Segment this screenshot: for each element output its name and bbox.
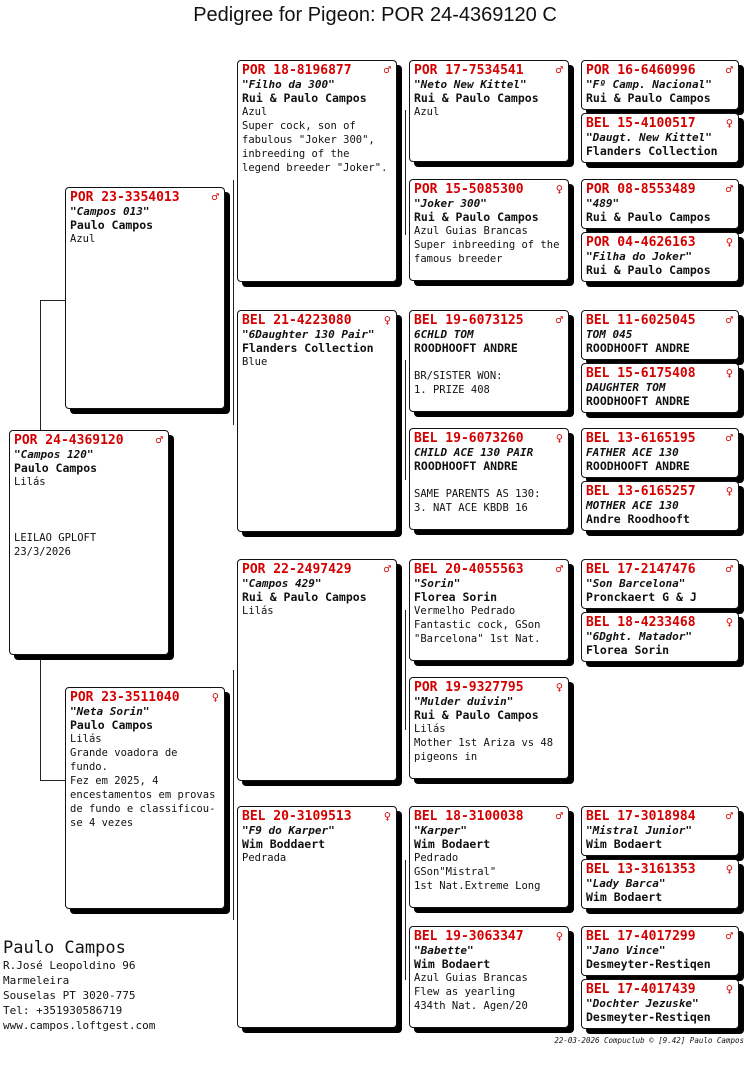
- page-title: Pedigree for Pigeon: POR 24-4369120 C: [193, 4, 557, 26]
- ring-number: POR 17-7534541: [414, 63, 524, 78]
- ring-number: BEL 15-6175408: [586, 366, 696, 381]
- ring-number: POR 16-6460996: [586, 63, 696, 78]
- pigeon-name: "Jano Vince": [586, 944, 666, 957]
- male-symbol-icon: ♂: [725, 313, 733, 327]
- pigeon-owner: Rui & Paulo Campos: [414, 708, 539, 722]
- pigeon-name: "Sorin": [414, 577, 461, 590]
- pigeon-name: CHILD ACE 130 PAIR: [414, 446, 534, 459]
- pigeon-owner: Rui & Paulo Campos: [414, 210, 539, 224]
- pigeon-name: "Filho da 300": [242, 78, 335, 91]
- connector-line: [40, 780, 65, 781]
- female-symbol-icon: ♀: [555, 182, 563, 196]
- pigeon-name: "Campos 120": [14, 448, 94, 461]
- pigeon-info: Lilás: [242, 605, 274, 617]
- pigeon-owner: Desmeyter-Restiqen: [586, 957, 711, 971]
- ring-number: BEL 17-2147476: [586, 562, 696, 577]
- pigeon-card-sss[interactable]: [409, 60, 569, 162]
- pigeon-info: Azul Guias Brancas Super inbreeding of the famous breeder: [414, 225, 560, 265]
- pigeon-owner: Rui & Paulo Campos: [586, 263, 711, 277]
- pigeon-card-g9[interactable]: [581, 559, 739, 609]
- female-symbol-icon: ♀: [725, 366, 733, 380]
- male-symbol-icon: ♂: [383, 63, 391, 77]
- female-symbol-icon: ♀: [725, 116, 733, 130]
- male-symbol-icon: ♂: [725, 182, 733, 196]
- pigeon-info: Azul: [70, 233, 96, 245]
- ring-number: POR 04-4626163: [586, 235, 696, 250]
- ring-number: BEL 18-4233468: [586, 615, 696, 630]
- pigeon-name: "Neto New Kittel": [414, 78, 527, 91]
- male-symbol-icon: ♂: [211, 190, 219, 204]
- connector-line: [233, 180, 234, 425]
- female-symbol-icon: ♀: [211, 690, 219, 704]
- male-symbol-icon: ♂: [725, 809, 733, 823]
- pigeon-owner: Paulo Campos: [70, 218, 154, 232]
- connector-line: [40, 300, 65, 301]
- female-symbol-icon: ♀: [725, 615, 733, 629]
- pigeon-card-g8[interactable]: [581, 481, 739, 531]
- pigeon-card-sd[interactable]: [237, 310, 397, 532]
- pigeon-card-g14[interactable]: [581, 979, 739, 1029]
- ring-number: BEL 15-4100517: [586, 116, 696, 131]
- ring-number: POR 15-5085300: [414, 182, 524, 197]
- owner-address: R.José Leopoldino 96: [3, 959, 136, 972]
- pigeon-name: "Dochter Jezuske": [586, 997, 699, 1010]
- male-symbol-icon: ♂: [155, 433, 163, 447]
- pigeon-owner: Rui & Paulo Campos: [414, 91, 539, 105]
- ring-number: BEL 18-3100038: [414, 809, 524, 824]
- pigeon-name: "Neta Sorin": [70, 705, 150, 718]
- male-symbol-icon: ♂: [555, 63, 563, 77]
- pigeon-name: "Fº Camp. Nacional": [586, 78, 712, 91]
- pigeon-card-g11[interactable]: [581, 806, 739, 856]
- pigeon-name: "Filha do Joker": [586, 250, 692, 263]
- female-symbol-icon: ♀: [555, 680, 563, 694]
- pigeon-owner: Desmeyter-Restiqen: [586, 1010, 711, 1024]
- pigeon-owner: Paulo Campos: [14, 461, 98, 475]
- ring-number: BEL 17-4017439: [586, 982, 696, 997]
- pigeon-owner: ROODHOOFT ANDRE: [586, 341, 690, 355]
- footer-credit: 22-03-2026 Compuclub © [9.42] Paulo Campos: [554, 1036, 744, 1045]
- pigeon-owner: Wim Bodaert: [414, 837, 491, 851]
- ring-number: BEL 21-4223080: [242, 313, 352, 328]
- connector-line: [40, 655, 41, 780]
- pigeon-owner: Flanders Collection: [242, 341, 374, 355]
- male-symbol-icon: ♂: [725, 562, 733, 576]
- pigeon-card-sdd[interactable]: [409, 428, 569, 530]
- pigeon-card-dsd[interactable]: [409, 677, 569, 779]
- ring-number: BEL 19-6073125: [414, 313, 524, 328]
- female-symbol-icon: ♀: [725, 982, 733, 996]
- pigeon-owner: Wim Bodaert: [586, 890, 663, 904]
- owner-phone: Tel: +351930586719: [3, 1004, 123, 1017]
- pigeon-owner: Flanders Collection: [586, 144, 718, 158]
- ring-number: BEL 17-3018984: [586, 809, 696, 824]
- pigeon-card-g12[interactable]: [581, 859, 739, 909]
- pigeon-name: 6CHLD TOM: [414, 328, 474, 341]
- pigeon-name: "Campos 013": [70, 205, 150, 218]
- pigeon-owner: Wim Boddaert: [242, 837, 326, 851]
- pigeon-card-dss[interactable]: [409, 559, 569, 661]
- female-symbol-icon: ♀: [725, 484, 733, 498]
- pigeon-card-ddd[interactable]: [409, 926, 569, 1028]
- pigeon-card-g1[interactable]: [581, 60, 739, 110]
- connector-line: [405, 610, 406, 730]
- connector-line: [405, 360, 406, 480]
- pigeon-name: "Lady Barca": [586, 877, 666, 890]
- pigeon-card-g5[interactable]: [581, 310, 739, 360]
- pigeon-card-g3[interactable]: [581, 179, 739, 229]
- pigeon-card-g6[interactable]: [581, 363, 739, 413]
- pigeon-info: Azul Super cock, son of fabulous "Joker 300", inbreeding of the legend breeder "Joker".: [242, 106, 388, 174]
- pigeon-card-g10[interactable]: [581, 612, 739, 662]
- pigeon-name: "6Daughter 130 Pair": [242, 328, 375, 341]
- pigeon-name: "Son Barcelona": [586, 577, 686, 590]
- pigeon-info: Vermelho Pedrado Fantastic cock, GSon "Barcelona" 1st Nat.: [414, 605, 541, 645]
- male-symbol-icon: ♂: [555, 313, 563, 327]
- pigeon-card-g13[interactable]: [581, 926, 739, 976]
- male-symbol-icon: ♂: [725, 63, 733, 77]
- pigeon-info: Blue: [242, 356, 268, 368]
- pigeon-info: Lilás Grande voadora de fundo. Fez em 2025, 4 encestamentos em provas de fundo e classificou-se 4 vezes: [70, 733, 216, 829]
- pigeon-name: "Babette": [414, 944, 474, 957]
- pigeon-owner: ROODHOOFT ANDRE: [586, 394, 690, 408]
- pigeon-card-ds[interactable]: [237, 559, 397, 781]
- pigeon-card-ss[interactable]: [237, 60, 397, 282]
- owner-website[interactable]: www.campos.loftgest.com: [3, 1019, 156, 1032]
- pigeon-info: SAME PARENTS AS 130: 3. NAT ACE KBDB 16: [414, 488, 541, 514]
- ring-number: BEL 13-6165257: [586, 484, 696, 499]
- pigeon-info: Azul: [414, 106, 440, 118]
- female-symbol-icon: ♀: [383, 313, 391, 327]
- male-symbol-icon: ♂: [725, 929, 733, 943]
- female-symbol-icon: ♀: [383, 809, 391, 823]
- pigeon-info: Pedrada: [242, 852, 287, 864]
- ring-number: POR 23-3511040: [70, 690, 180, 705]
- ring-number: POR 08-8553489: [586, 182, 696, 197]
- female-symbol-icon: ♀: [725, 235, 733, 249]
- pigeon-owner: Wim Bodaert: [586, 837, 663, 851]
- male-symbol-icon: ♂: [555, 809, 563, 823]
- male-symbol-icon: ♂: [383, 562, 391, 576]
- pigeon-owner: Rui & Paulo Campos: [586, 91, 711, 105]
- pigeon-card-sds[interactable]: [409, 310, 569, 412]
- pigeon-owner: ROODHOOFT ANDRE: [586, 459, 690, 473]
- pigeon-name: FATHER ACE 130: [586, 446, 679, 459]
- owner-contact: [3, 938, 155, 1033]
- connector-line: [405, 110, 406, 235]
- connector-line: [405, 860, 406, 980]
- pigeon-card-ssd[interactable]: [409, 179, 569, 281]
- owner-postal: Souselas PT 3020-775: [3, 989, 136, 1002]
- pigeon-owner: Wim Bodaert: [414, 957, 491, 971]
- pigeon-name: "Daugt. New Kittel": [586, 131, 712, 144]
- pigeon-owner: Pronckaert G & J: [586, 590, 697, 604]
- pigeon-owner: Florea Sorin: [414, 590, 498, 604]
- pigeon-name: "Mulder duivin": [414, 695, 514, 708]
- ring-number: BEL 17-4017299: [586, 929, 696, 944]
- ring-number: BEL 13-6165195: [586, 431, 696, 446]
- male-symbol-icon: ♂: [555, 562, 563, 576]
- pigeon-name: "Mistral Junior": [586, 824, 692, 837]
- pigeon-owner: Rui & Paulo Campos: [586, 210, 711, 224]
- owner-city: Marmeleira: [3, 974, 70, 987]
- pigeon-card-dds[interactable]: [409, 806, 569, 908]
- pigeon-owner: Paulo Campos: [70, 718, 154, 732]
- pigeon-name: "6Dght. Matador": [586, 630, 692, 643]
- ring-number: BEL 11-6025045: [586, 313, 696, 328]
- pigeon-owner: ROODHOOFT ANDRE: [414, 459, 518, 473]
- pigeon-name: "489": [586, 197, 620, 210]
- pigeon-card-sire[interactable]: [65, 187, 225, 409]
- pigeon-name: "Campos 429": [242, 577, 322, 590]
- pigeon-info: BR/SISTER WON: 1. PRIZE 408: [414, 370, 503, 396]
- pigeon-owner: ROODHOOFT ANDRE: [414, 341, 518, 355]
- female-symbol-icon: ♀: [725, 862, 733, 876]
- pigeon-owner: Rui & Paulo Campos: [242, 91, 367, 105]
- pigeon-info: Lilás LEILAO GPLOFT 23/3/2026: [14, 476, 97, 558]
- pigeon-owner: Florea Sorin: [586, 643, 670, 657]
- connector-line: [40, 300, 41, 430]
- pigeon-card-dd[interactable]: [237, 806, 397, 1028]
- pigeon-info: Lilás Mother 1st Ariza vs 48 pigeons in: [414, 723, 554, 763]
- pigeon-info: Azul Guias Brancas Flew as yearling 434th Nat. Agen/20: [414, 972, 528, 1012]
- pigeon-card-g4[interactable]: [581, 232, 739, 282]
- ring-number: BEL 20-4055563: [414, 562, 524, 577]
- pigeon-name: "Karper": [414, 824, 467, 837]
- ring-number: POR 18-8196877: [242, 63, 352, 78]
- pigeon-card-dam[interactable]: [65, 687, 225, 909]
- owner-name: Paulo Campos: [3, 938, 126, 958]
- ring-number: BEL 20-3109513: [242, 809, 352, 824]
- female-symbol-icon: ♀: [555, 929, 563, 943]
- pigeon-name: "Joker 300": [414, 197, 487, 210]
- ring-number: POR 22-2497429: [242, 562, 352, 577]
- pigeon-card-g7[interactable]: [581, 428, 739, 478]
- pigeon-name: TOM 045: [586, 328, 633, 341]
- ring-number: BEL 13-3161353: [586, 862, 696, 877]
- ring-number: POR 23-3354013: [70, 190, 180, 205]
- pigeon-owner: Andre Roodhooft: [586, 512, 690, 526]
- pigeon-name: "F9 do Karper": [242, 824, 335, 837]
- connector-line: [233, 670, 234, 920]
- ring-number: POR 19-9327795: [414, 680, 524, 695]
- pigeon-name: DAUGHTER TOM: [586, 381, 666, 394]
- pigeon-card-subject[interactable]: [9, 430, 169, 655]
- male-symbol-icon: ♂: [725, 431, 733, 445]
- pigeon-name: MOTHER ACE 130: [586, 499, 679, 512]
- pigeon-owner: Rui & Paulo Campos: [242, 590, 367, 604]
- ring-number: POR 24-4369120: [14, 433, 124, 448]
- female-symbol-icon: ♀: [555, 431, 563, 445]
- ring-number: BEL 19-3063347: [414, 929, 524, 944]
- pigeon-info: Pedrado GSon"Mistral" 1st Nat.Extreme Long: [414, 852, 541, 892]
- ring-number: BEL 19-6073260: [414, 431, 524, 446]
- pigeon-card-g2[interactable]: [581, 113, 739, 163]
